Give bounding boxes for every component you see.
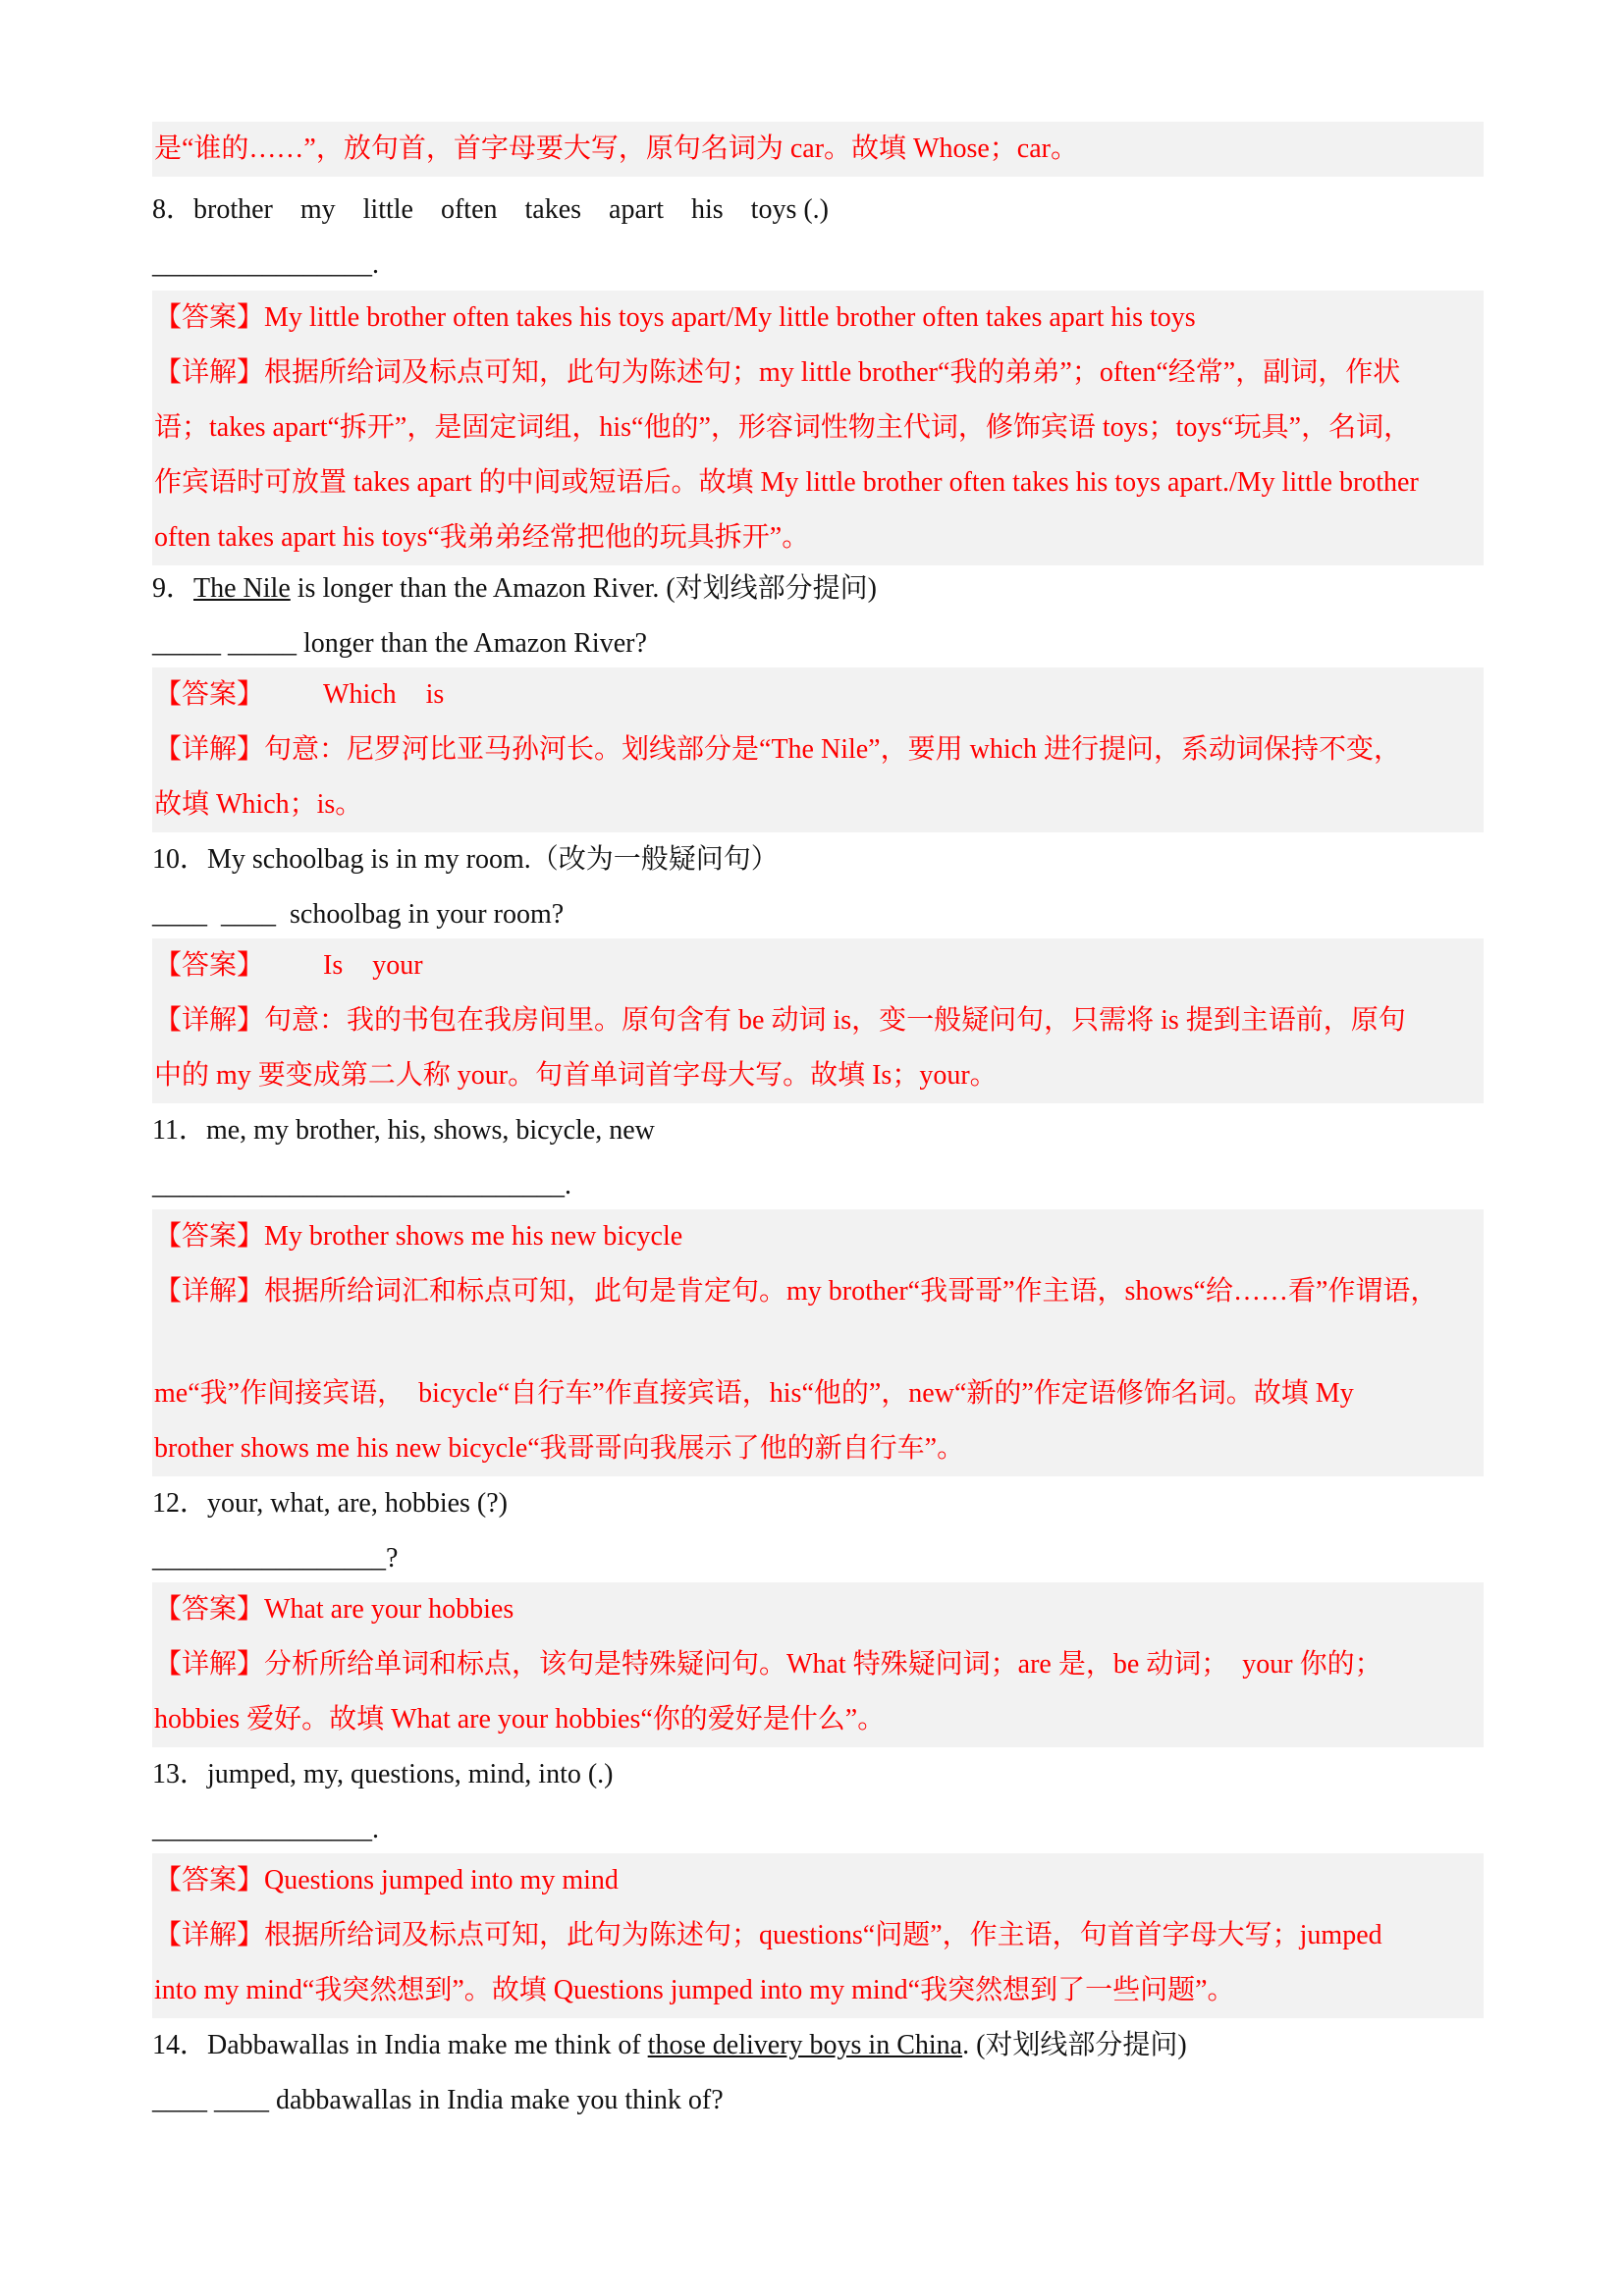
detail-line: 根据所给词及标点可知，此句为陈述句；my little brother“我的弟弟”；often“经常”，副词，作状 xyxy=(264,357,1401,388)
answer-text: What are your hobbies xyxy=(264,1594,514,1625)
detail-line: 作宾语时可放置 takes apart 的中间或短语后。故填 My little brother often takes his toys apart./My little brother xyxy=(154,467,1419,498)
underlined-phrase: The Nile xyxy=(193,573,291,604)
detail-line: hobbies 爱好。故填 What are your hobbies“你的爱好是什么”。 xyxy=(154,1704,886,1735)
answer-word: Which xyxy=(323,679,397,710)
answer-block-13 xyxy=(152,1853,1484,2018)
answer-blank: ________________. xyxy=(152,249,379,280)
detail-label: 【详解】 xyxy=(154,1005,265,1036)
detail-label: 【详解】 xyxy=(154,1920,265,1950)
detail-line: 语；takes apart“拆开”，是固定词组，his“他的”，形容词性物主代词，修饰宾语 toys；toys“玩具”，名词， xyxy=(154,412,1412,443)
question-prompt-suffix: . (对划线部分提问) xyxy=(962,2030,1187,2060)
document-page xyxy=(152,0,1484,2296)
question-number: 10． xyxy=(152,844,208,875)
question-prompt: Dabbawallas in India make me think of xyxy=(207,2030,648,2060)
question-prompt: jumped, my, questions, mind, into (.) xyxy=(207,1759,614,1789)
detail-label: 【详解】 xyxy=(154,734,265,765)
detail-line: 句意：尼罗河比亚马孙河长。划线部分是“The Nile”，要用 which 进行提问，系动词保持不变， xyxy=(264,734,1402,765)
answer-blank: ______________________________. xyxy=(152,1170,571,1201)
question-prompt: brother my little often takes apart his toys (.) xyxy=(193,194,829,225)
answer-label: 【答案】 xyxy=(154,950,265,981)
answer-word: Is xyxy=(323,950,344,981)
question-14 xyxy=(152,2018,1484,2128)
detail-line: 中的 my 要变成第二人称 your。句首单词首字母大写。故填 Is；your。 xyxy=(154,1060,998,1091)
question-prompt: My schoolbag is in my room.（改为一般疑问句） xyxy=(207,844,779,875)
question-number: 8． xyxy=(152,194,194,225)
answer-block-12 xyxy=(152,1582,1484,1747)
answer-block-9 xyxy=(152,667,1484,832)
answer-blank: ________________. xyxy=(152,1814,379,1844)
detail-line: 根据所给词及标点可知，此句为陈述句；questions“问题”，作主语，句首首字母大写；jumped xyxy=(264,1920,1382,1950)
question-number: 14． xyxy=(152,2030,208,2060)
detail-line: into my mind“我突然想到”。故填 Questions jumped into my mind“我突然想到了一些问题”。 xyxy=(154,1975,1235,2005)
detail-label: 【详解】 xyxy=(154,357,265,388)
question-13 xyxy=(152,1747,1484,1857)
underlined-phrase: those delivery boys in China xyxy=(647,2030,963,2060)
answer-blank: ____ ____ dabbawallas in India make you think of? xyxy=(152,2085,724,2115)
answer-word: is xyxy=(425,679,445,710)
detail-line: 句意：我的书包在我房间里。原句含有 be 动词 is，变一般疑问句，只需将 is 提到主语前，原句 xyxy=(264,1005,1406,1036)
question-number: 13． xyxy=(152,1759,208,1789)
answer-label: 【答案】 xyxy=(154,1221,265,1252)
question-prompt: me, my brother, his, shows, bicycle, new xyxy=(205,1115,655,1146)
answer-text: Questions jumped into my mind xyxy=(264,1865,619,1896)
question-prompt: your, what, are, hobbies (?) xyxy=(207,1488,509,1519)
answer-text: My little brother often takes his toys apart/My little brother often takes apart his toys xyxy=(264,302,1196,333)
question-11 xyxy=(152,1103,1484,1213)
answer-blank: ____ ____ schoolbag in your room? xyxy=(152,899,565,930)
answer-block-8 xyxy=(152,291,1484,565)
question-number: 11． xyxy=(152,1115,206,1146)
detail-line: 故填 Which；is。 xyxy=(154,789,363,820)
detail-label: 【详解】 xyxy=(154,1276,265,1307)
answer-word: your xyxy=(372,950,423,981)
detail-line: me“我”作间接宾语， bicycle“自行车”作直接宾语，his“他的”，new“新的”作定语修饰名词。故填 My xyxy=(154,1378,1354,1409)
question-10 xyxy=(152,832,1484,942)
question-prompt: is longer than the Amazon River. (对划线部分提问) xyxy=(290,573,878,604)
answer-blank: _________________? xyxy=(152,1543,399,1574)
detail-label: 【详解】 xyxy=(154,1649,265,1680)
answer-label: 【答案】 xyxy=(154,1865,265,1896)
answer-label: 【答案】 xyxy=(154,1594,265,1625)
question-12 xyxy=(152,1476,1484,1586)
answer-block-10 xyxy=(152,938,1484,1103)
question-number: 9． xyxy=(152,573,194,604)
question-9 xyxy=(152,561,1484,671)
detail-line: 分析所给单词和标点，该句是特殊疑问句。What 特殊疑问词；are 是，be 动词； your 你的； xyxy=(264,1649,1382,1680)
answer-label: 【答案】 xyxy=(154,302,265,333)
q7-detail-tail xyxy=(152,122,1484,177)
detail-line: 根据所给词汇和标点可知，此句是肯定句。my brother“我哥哥”作主语，shows“给……看”作谓语， xyxy=(264,1276,1438,1307)
answer-text: My brother shows me his new bicycle xyxy=(264,1221,683,1252)
detail-line: brother shows me his new bicycle“我哥哥向我展示了他的新自行车”。 xyxy=(154,1433,965,1464)
detail-line: 是“谁的……”，放句首，首字母要大写，原句名词为 car。故填 Whose；car。 xyxy=(154,133,1078,164)
answer-blank: _____ _____ longer than the Amazon River? xyxy=(152,628,647,659)
answer-block-11 xyxy=(152,1209,1484,1476)
question-8 xyxy=(152,183,1484,293)
detail-line: often takes apart his toys“我弟弟经常把他的玩具拆开”。 xyxy=(154,522,810,553)
question-number: 12． xyxy=(152,1488,208,1519)
answer-label: 【答案】 xyxy=(154,679,265,710)
